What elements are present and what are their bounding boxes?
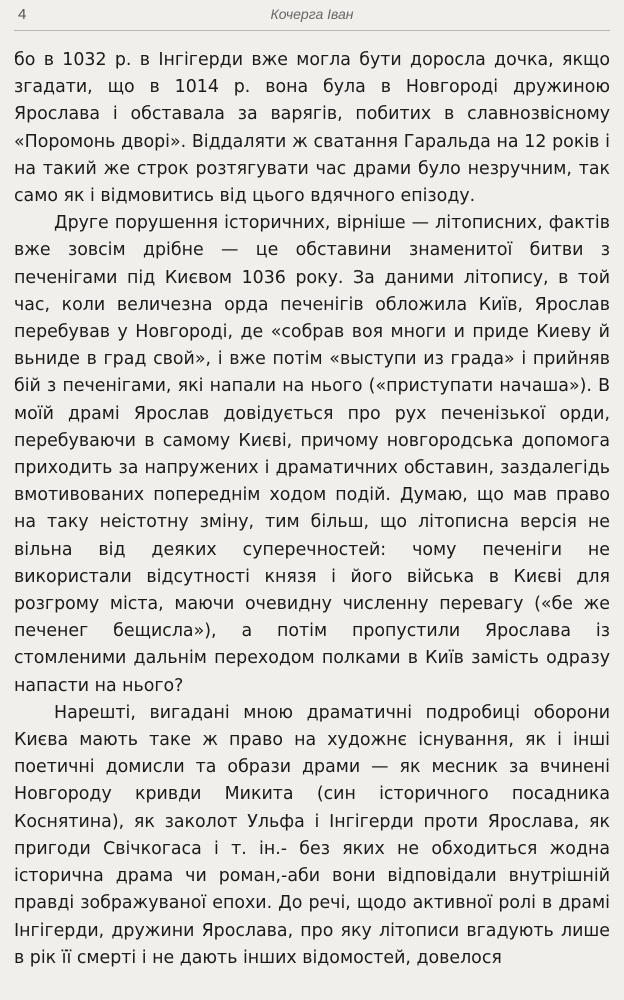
- running-title: Кочерга Іван: [270, 6, 354, 22]
- page-body: [14, 31, 610, 972]
- paragraph-continued: бо в 1032 р. в Інгігерди вже могла бути доросла дочка, якщо згадати, що в 1014 р. вона була в Новгороді дружиною Ярослава і обставала за варягів, побитих в славнозвісному «Поромонь дворі». Віддаляти ж сватання Гаральда на 12 років і на такий же строк розтягувати час драми було незручним, так само як і відмовитись від цього вдячного епізоду.: [14, 50, 610, 207]
- paragraph: Друге порушення історичних, вірніше — літописних, фактів вже зовсім дрібне — це обставини знаменитої битви з печенігами під Києвом 1036 року. За даними літопису, в той час, коли величезна орда печенігів обложила Київ, Ярослав перебував у Новгороді, де «собрав воя многи и приде Киеву й вьниде в град свой», і вже потім «выступи из града» і прийняв бій з печенігами, які напали на нього («приступати начаша»). В моїй драмі Ярослав довідується про рух печенізької орди, перебуваючи в самому Києві, причому новгородська допомога приходить за напружених і драматичних обставин, заздалегідь вмотивованих попереднім ходом подій. Думаю, що мав право на таку неістотну зміну, тим більш, що літописна версія не вільна від деяких суперечностей: чому печеніги не використали відсутності князя і його війська в Києві для розгрому міста, маючи очевидну численну перевагу («бе же печенег бещисла»), а потім пропустили Ярослава із стомленими дальнім переходом полками в Київ замість одразу напасти на нього?: [14, 213, 610, 696]
- page-number: 4: [18, 6, 27, 23]
- paragraph: Нарешті, вигадані мною драматичні подробиці оборони Києва мають таке ж право на художнє існування, як і інші поетичні домисли та образи драми — як месник за вчинені Новгороду кривди Микита (син історичного посадника Коснятина), як заколот Ульфа і Інгігерди проти Ярослава, як пригоди Свічкогаса і т. ін.- без яких не обходиться жодна історична драма чи роман,-аби вони відповідали внутрішній правді зображуваної епохи. До речі, щодо активної ролі в драмі Інгігерди, дружини Ярослава, про яку літописи вгадують лише в рік її смерті і не дають інших відомостей, довелося: [14, 702, 610, 968]
- page-header: [14, 0, 610, 31]
